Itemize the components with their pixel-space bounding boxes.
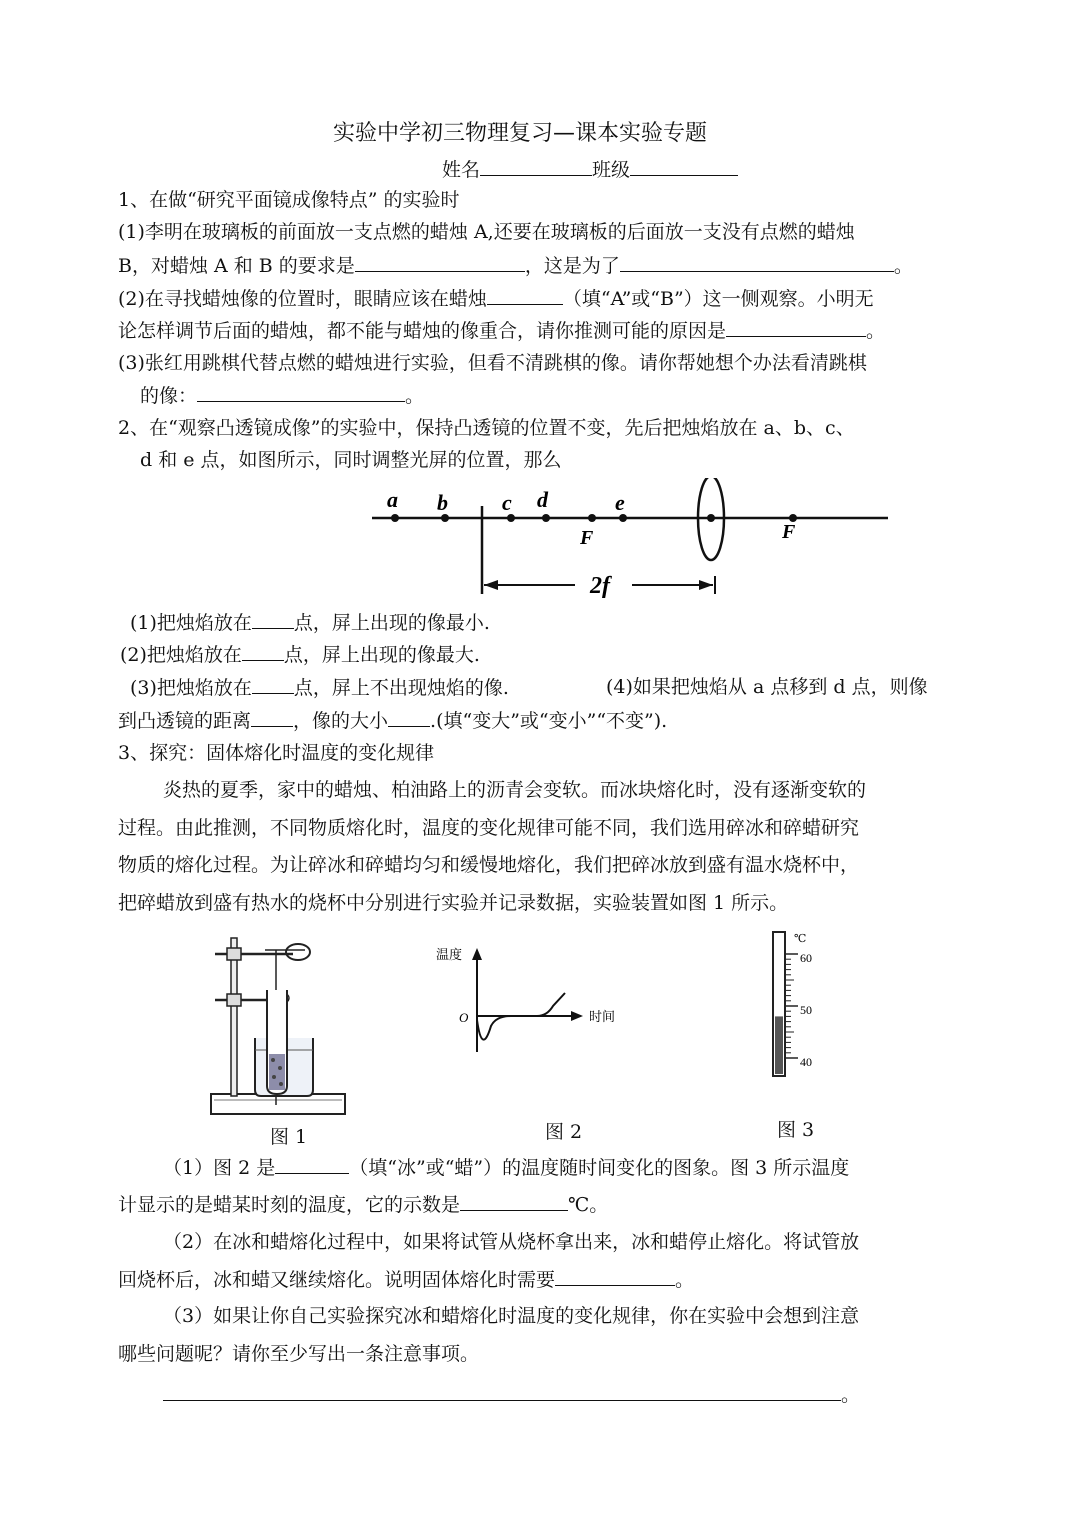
q3-substance-blank[interactable] [275,1155,349,1174]
q1-part2-line2 [118,318,885,343]
q2-sub4-text-b: ，像的大小 [293,710,389,732]
label-c: c [502,490,512,515]
q2-size-blank[interactable] [388,708,430,727]
q3-s3-end: 。 [841,1384,861,1406]
q1-part1-text-a: B，对蜡烛 A 和 B 的要求是 [118,255,355,277]
label-focus-right: F [782,521,796,543]
class-label: 班级 [592,159,631,181]
q3-reading-blank[interactable] [460,1192,568,1211]
fig2-origin: O [459,1010,469,1025]
lens-center-point [707,514,715,522]
q2-sub2-text-b: 点，屏上出现的像最大. [283,644,480,666]
q1-part2-text-a: (2)在寻找蜡烛像的位置时，眼睛应该在蜡烛 [118,288,487,310]
fig1-apparatus [205,930,355,1120]
fig2-graph [425,940,635,1060]
q1-part1-line1: (1)李明在玻璃板的前面放一支点燃的蜡烛 A,还要在玻璃板的后面放一支没有点燃的蜡烛 [118,221,855,243]
q2-sub4-line1: (4)如果把烛焰从 a 点移到 d 点，则像 [606,676,928,698]
point-b [441,514,449,522]
twof-label: 2f [590,573,610,599]
q3-s1-line1 [163,1155,849,1180]
label-b: b [437,490,448,515]
q2-stem-line2: d 和 e 点，如图所示，同时调整光屏的位置，那么 [140,449,562,471]
q1-part1-line2 [118,253,913,278]
point-a [391,514,399,522]
label-d: d [537,487,548,512]
q3-s3-line2: 哪些问题呢？请你至少写出一条注意事项。 [118,1343,480,1365]
q1-purpose-blank[interactable] [620,253,894,272]
q2-sub1 [130,610,490,635]
point-c [507,514,515,522]
thermometer-liquid [775,1016,783,1074]
q2-smallest-image-blank[interactable] [252,610,294,629]
page-title: 实验中学初三物理复习—课本实验专题 [333,121,708,146]
q1-observe-side-blank[interactable] [487,286,563,305]
q3-stem: 3、探究：固体熔化时温度的变化规律 [118,742,435,764]
q3-s3-line1: （3）如果让你自己实验探究冰和蜡熔化时温度的变化规律，你在实验中会想到注意 [163,1305,860,1327]
class-blank[interactable] [630,157,738,176]
twof-arrowhead-left [484,580,498,590]
fig3-thermometer [760,926,830,1082]
twof-arrowhead-right [699,580,713,590]
thermometer-scale [785,954,798,1058]
q1-part3-line2 [140,383,424,408]
q1-method-blank[interactable] [197,383,405,402]
stand-rod [231,938,237,1096]
q2-sub4-text-c: .(填“变大”或“变小”“不变”). [430,710,668,732]
q1-reason-blank[interactable] [726,318,866,337]
q2-sub2 [120,642,480,667]
fig3-tick-50: 50 [800,1003,812,1017]
q1-part1-end: 。 [893,255,913,277]
q1-part3-end: 。 [405,385,425,407]
q2-sub3-text-a: (3)把烛焰放在 [130,677,252,699]
q2-distance-blank[interactable] [251,708,293,727]
label-e: e [615,490,625,515]
q1-part2-end: 。 [866,320,886,342]
point-d [542,514,550,522]
q3-needs-blank[interactable] [555,1267,675,1286]
fig1-label: 图 1 [270,1126,308,1148]
q3-s1-text-c: 计显示的是蜡某时刻的温度，它的示数是 [118,1194,461,1216]
name-class-header [442,157,738,182]
fig2-xlabel: 时间 [589,1009,616,1024]
q1-part3-text: 的像： [140,385,198,407]
q3-s3-answer [163,1382,860,1407]
q2-sub3 [130,675,509,700]
q3-s2-end: 。 [675,1269,695,1291]
q2-stem-line1: 2、在“观察凸透镜成像”的实验中，保持凸透镜的位置不变，先后把烛焰放在 a、b、c、 [118,417,855,439]
q3-s2-line1: （2）在冰和蜡熔化过程中，如果将试管从烧杯拿出来，冰和蜡停止熔化。将试管放 [163,1231,860,1253]
name-label: 姓名 [442,159,481,181]
fig3-unit: ℃ [794,933,807,945]
q3-precaution-blank[interactable] [163,1382,841,1401]
label-focus-left: F [580,527,594,549]
fig2-ylabel: 温度 [436,947,463,962]
q3-s1-text-b: （填“冰”或“蜡”）的温度随时间变化的图象。图 3 所示温度 [349,1157,850,1179]
q2-sub2-text-a: (2)把烛焰放在 [120,644,242,666]
q1-part3-line1: (3)张红用跳棋代替点燃的蜡烛进行实验，但看不清跳棋的像。请你帮她想个办法看清跳棋 [118,352,867,374]
q2-largest-image-blank[interactable] [242,642,284,661]
label-a: a [387,487,398,512]
fig2-label: 图 2 [545,1121,583,1143]
q3-s1-line2 [118,1192,608,1217]
name-blank[interactable] [480,157,592,176]
q3-s1-text-d: ℃。 [568,1194,609,1216]
q2-sub3-text-b: 点，屏上不出现烛焰的像. [293,677,509,699]
q3-s1-text-a: （1）图 2 是 [163,1157,276,1179]
q1-part2-text-b: （填“A”或“B”）这一侧观察。小明无 [562,288,874,310]
q1-part2-text-c: 论怎样调节后面的蜡烛，都不能与蜡烛的像重合，请你推测可能的原因是 [118,320,727,342]
q2-sub4-line2 [118,708,667,733]
q3-para-line1: 炎热的夏季，家中的蜡烛、柏油路上的沥青会变软。而冰块熔化时，没有逐渐变软的 [163,779,867,801]
point-e [619,514,627,522]
q3-para-line3: 物质的熔化过程。为让碎冰和碎蜡均匀和缓慢地熔化，我们把碎冰放到盛有温水烧杯中， [118,854,860,876]
q3-para-line2: 过程。由此推测，不同物质熔化时，温度的变化规律可能不同，我们选用碎冰和碎蜡研究 [118,817,860,839]
q1-requirement-blank[interactable] [355,253,525,272]
q3-s2-line2 [118,1267,694,1292]
fig3-tick-40: 40 [800,1055,812,1069]
q2-sub1-text-a: (1)把烛焰放在 [130,612,252,634]
q3-para-line4: 把碎蜡放到盛有热水的烧杯中分别进行实验并记录数据，实验装置如图 1 所示。 [118,892,789,914]
focus-left-point [588,514,596,522]
q2-sub1-text-b: 点，屏上出现的像最小. [293,612,490,634]
lens-diagram [370,478,890,603]
q1-part2-line1 [118,286,874,311]
q3-s2-text: 回烧杯后，冰和蜡又继续熔化。说明固体熔化时需要 [118,1269,556,1291]
clamp-ring [286,944,310,960]
q1-part1-text-b: ，这是为了 [524,255,620,277]
fig3-tick-60: 60 [800,951,812,965]
q1-stem: 1、在做“研究平面镜成像特点” 的实验时 [118,189,460,211]
q2-sub4-text-a: 到凸透镜的距离 [118,710,252,732]
q2-no-image-blank[interactable] [252,675,294,694]
fig3-label: 图 3 [777,1119,815,1141]
